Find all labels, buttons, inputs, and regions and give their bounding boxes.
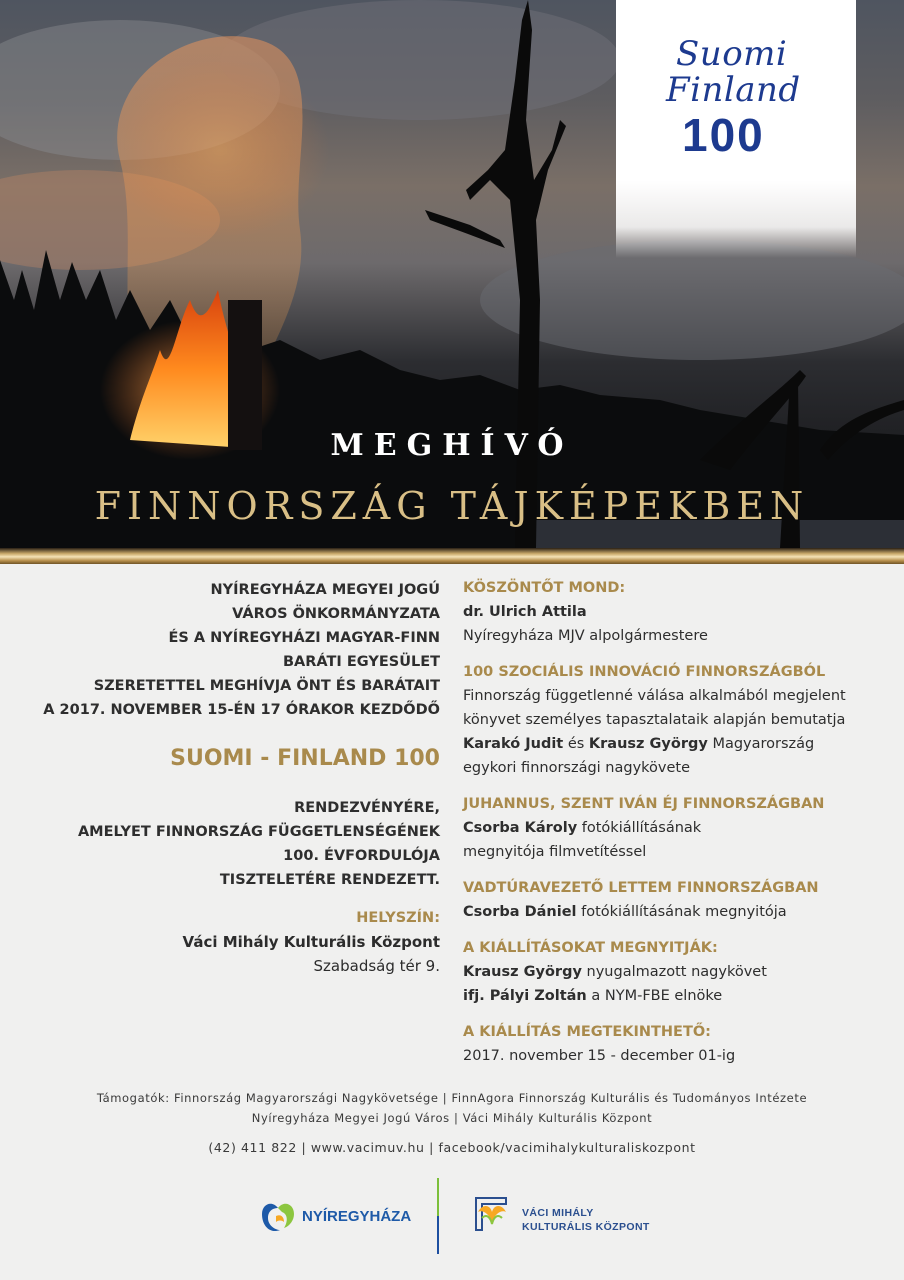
speaker-name: dr. Ulrich Attila (463, 604, 587, 620)
section-title: A KIÁLLÍTÁSOKAT MEGNYITJÁK: (463, 940, 718, 956)
program-list (463, 576, 893, 1080)
cloud (480, 240, 904, 360)
section-title: VADTÚRAVEZETŐ LETTEM FINNORSZÁGBAN (463, 880, 819, 896)
sponsors (0, 1088, 904, 1128)
section-title: 100 SZOCIÁLIS INNOVÁCIÓ FINNORSZÁGBÓL (463, 664, 826, 680)
tree-branch (425, 210, 505, 248)
outro-line: RENDEZVÉNYÉRE, (294, 800, 440, 816)
section-text: ifj. Pályi Zoltán a NYM-FBE elnöke (463, 988, 723, 1004)
program-section-welcome (463, 576, 893, 648)
gold-divider (0, 548, 904, 564)
hero-photo (0, 0, 904, 548)
sponsors-line: Támogatók: Finnország Magyarországi Nagykövetsége | FinnAgora Finnország Kulturális és Tudományos Intézete (96, 1091, 808, 1105)
suomi-finland-100-logo (616, 0, 856, 258)
smoke-glow (110, 60, 330, 240)
section-text: Csorba Károly fotókiállításának (463, 820, 702, 836)
invitation-text (30, 578, 440, 978)
logo-finland-text: Finland (666, 70, 801, 110)
main-title: FINNORSZÁG TÁJKÉPEKBEN (94, 484, 810, 528)
section-text: Karakó Judit és Krausz György Magyarország (463, 736, 815, 752)
section-text: Krausz György nyugalmazott nagykövet (463, 964, 767, 980)
intro-line: BARÁTI EGYESÜLET (282, 654, 440, 670)
outro-block (30, 796, 440, 892)
nyiregyhaza-logo (258, 1196, 428, 1240)
logo-suomi-text: Suomi (676, 34, 788, 74)
contact-info: (42) 411 822 | www.vacimuv.hu | facebook/vacimihalykulturaliskozpont (208, 1140, 696, 1155)
section-title: JUHANNUS, SZENT IVÁN ÉJ FINNORSZÁGBAN (463, 796, 825, 812)
venue-name: Váci Mihály Kulturális Központ (182, 933, 440, 951)
program-section-juhannus (463, 792, 893, 864)
intro-line: ÉS A NYÍREGYHÁZI MAGYAR-FINN (168, 630, 440, 646)
vaci-mihaly-emblem-icon (468, 1192, 514, 1238)
vaci-mihaly-logo-text: VÁCI MIHÁLY KULTURÁLIS KÖZPONT (522, 1207, 650, 1233)
program-section-book (463, 660, 893, 780)
intro-line: NYÍREGYHÁZA MEGYEI JOGÚ (210, 582, 440, 598)
section-title: A KIÁLLÍTÁS MEGTEKINTHETŐ: (463, 1024, 711, 1040)
program-section-wildguide (463, 876, 893, 924)
outro-line: AMELYET FINNORSZÁG FÜGGETLENSÉGÉNEK (77, 824, 440, 840)
intro-line: VÁROS ÖNKORMÁNYZATA (232, 606, 440, 622)
program-section-openers (463, 936, 893, 1008)
vaci-mihaly-logo (468, 1192, 668, 1242)
nyiregyhaza-logo-text: NYÍREGYHÁZA (302, 1208, 412, 1225)
speaker-role: Nyíregyháza MJV alpolgármestere (463, 628, 708, 644)
sponsors-line: Nyíregyháza Megyei Jogú Város | Váci Mihály Kulturális Központ (251, 1111, 653, 1125)
section-text: Finnország függetlenné válása alkalmából megjelent (463, 688, 846, 704)
logo-100-text: 100 (682, 109, 765, 161)
outro-line: TISZTELETÉRE RENDEZETT. (219, 872, 440, 888)
venue-address: Szabadság tér 9. (313, 957, 440, 975)
footer-divider (437, 1178, 439, 1254)
nyiregyhaza-emblem-icon (258, 1196, 298, 1236)
section-title: KÖSZÖNTŐT MOND: (463, 580, 626, 596)
event-name: SUOMI - FINLAND 100 (170, 746, 440, 771)
venue-label: HELYSZÍN: (356, 910, 440, 926)
outro-line: 100. ÉVFORDULÓJA (283, 848, 440, 864)
program-section-dates (463, 1020, 893, 1068)
exhibition-dates: 2017. november 15 - december 01-ig (463, 1048, 736, 1064)
intro-line: SZERETETTEL MEGHÍVJA ÖNT ÉS BARÁTAIT (93, 678, 440, 694)
section-text: könyvet személyes tapasztalataik alapján bemutatja (463, 712, 846, 728)
section-text: egykori finnországi nagykövete (463, 760, 691, 776)
invitation-heading: MEGHÍVÓ (330, 428, 574, 463)
section-text: megnyitója filmvetítéssel (463, 844, 647, 860)
section-text: Csorba Dániel fotókiállításának megnyitója (463, 904, 787, 920)
intro-line: A 2017. NOVEMBER 15-ÉN 17 ÓRAKOR KEZDŐDŐ (43, 702, 440, 718)
